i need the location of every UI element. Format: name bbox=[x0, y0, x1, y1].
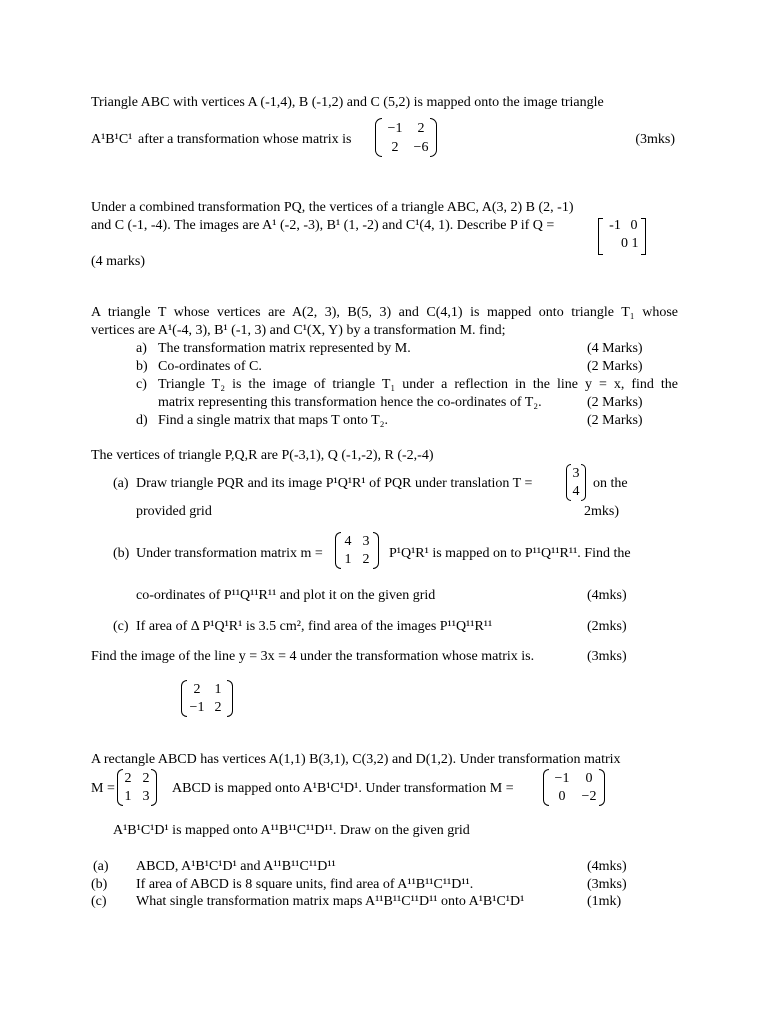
q2-marks: (4 marks) bbox=[91, 254, 146, 269]
q4-a-vector-x: 3 bbox=[572, 466, 580, 481]
q1-marks: (3mks) bbox=[635, 132, 675, 147]
q1-matrix bbox=[375, 118, 437, 158]
q3-part-d-label: d) bbox=[136, 413, 148, 428]
q5-matrix bbox=[181, 680, 233, 718]
q4-b-matrix-a: 4 bbox=[344, 534, 352, 549]
q3-part-a-marks: (4 Marks) bbox=[587, 341, 643, 356]
q3-part-b-text: Co-ordinates of C. bbox=[158, 359, 262, 374]
q4-a-label: (a) bbox=[113, 476, 129, 491]
q4-a-text2: provided grid bbox=[136, 504, 212, 519]
q3-part-c-marks: (2 Marks) bbox=[587, 395, 643, 410]
q3-part-d-text: Find a single matrix that maps T onto T₂. bbox=[158, 413, 389, 428]
q6-text-mid: ABCD is mapped onto A¹B¹C¹D¹. Under transformation M = bbox=[172, 781, 514, 796]
q4-b-matrix-b: 3 bbox=[362, 534, 370, 549]
q6-matrix1-a: 2 bbox=[124, 771, 132, 786]
q6-matrix2 bbox=[543, 769, 605, 807]
q3-part-c-label: c) bbox=[136, 377, 147, 392]
q1-matrix-c: 2 bbox=[391, 140, 399, 155]
q2-matrix-c: 0 bbox=[621, 236, 628, 251]
q2-line2: and C (-1, -4). The images are A¹ (-2, -3), B¹ (1, -2) and C¹(4, 1). Describe P if Q = bbox=[91, 218, 555, 233]
q3-part-b-label: b) bbox=[136, 359, 148, 374]
q1-line1: Triangle ABC with vertices A (-1,4), B (-1,2) and C (5,2) is mapped onto the image triangle bbox=[91, 95, 604, 110]
q4-b-text: Under transformation matrix m = bbox=[136, 546, 323, 561]
q6-m-label: M = bbox=[91, 781, 115, 796]
q4-c-text: If area of Δ P¹Q¹R¹ is 3.5 cm², find area of the images P¹¹Q¹¹R¹¹ bbox=[136, 619, 493, 634]
q4-b-text-mid: P¹Q¹R¹ is mapped on to P¹¹Q¹¹R¹¹. Find the bbox=[389, 546, 631, 561]
q3-part-a-text: The transformation matrix represented by M. bbox=[158, 341, 411, 356]
q2-matrix-b: 0 bbox=[630, 218, 638, 233]
q1-matrix-d: −6 bbox=[413, 140, 429, 155]
q2-matrix bbox=[598, 218, 646, 256]
q4-b-text2: co-ordinates of P¹¹Q¹¹R¹¹ and plot it on the given grid bbox=[136, 588, 436, 603]
q4-a-vector bbox=[566, 464, 586, 502]
q4-a-marks: 2mks) bbox=[584, 504, 619, 519]
q6-part-a-marks: (4mks) bbox=[587, 859, 627, 874]
q6-matrix1-b: 2 bbox=[142, 771, 150, 786]
q6-part-a-text: ABCD, A¹B¹C¹D¹ and A¹¹B¹¹C¹¹D¹¹ bbox=[136, 859, 336, 874]
q1-line2: after a transformation whose matrix is bbox=[138, 132, 352, 147]
q6-part-c-label: (c) bbox=[91, 894, 107, 909]
q3-part-a-label: a) bbox=[136, 341, 147, 356]
q6-part-b-label: (b) bbox=[91, 877, 108, 892]
q3-part-d-marks: (2 Marks) bbox=[587, 413, 643, 428]
q4-b-matrix-d: 2 bbox=[362, 552, 370, 567]
q6-matrix1-c: 1 bbox=[124, 789, 132, 804]
q5-matrix-d: 2 bbox=[214, 700, 222, 715]
q6-matrix2-c: 0 bbox=[558, 789, 566, 804]
q4-b-matrix bbox=[335, 532, 379, 570]
q6-matrix2-b: 0 bbox=[585, 771, 593, 786]
q4-c-marks: (2mks) bbox=[587, 619, 627, 634]
q6-part-a-label: (a) bbox=[93, 859, 109, 874]
q4-a-text: Draw triangle PQR and its image P¹Q¹R¹ of PQR under translation T = bbox=[136, 476, 533, 491]
q6-part-c-marks: (1mk) bbox=[587, 894, 622, 909]
q6-matrix1 bbox=[117, 769, 157, 807]
q4-b-marks: (4mks) bbox=[587, 588, 627, 603]
q6-matrix2-a: −1 bbox=[554, 771, 570, 786]
q5-matrix-c: −1 bbox=[189, 700, 205, 715]
q6-line1: A rectangle ABCD has vertices A(1,1) B(3,1), C(3,2) and D(1,2). Under transformation matrix bbox=[91, 752, 621, 767]
q2-line1: Under a combined transformation PQ, the vertices of a triangle ABC, A(3, 2) B (2, -1) bbox=[91, 200, 574, 215]
q5-matrix-a: 2 bbox=[193, 682, 201, 697]
q4-b-label: (b) bbox=[113, 546, 130, 561]
q1-label-a1b1c1: A¹B¹C¹ bbox=[91, 132, 133, 147]
q4-b-matrix-c: 1 bbox=[344, 552, 352, 567]
q6-part-b-marks: (3mks) bbox=[587, 877, 627, 892]
q1-matrix-b: 2 bbox=[417, 121, 425, 136]
q5-line1: Find the image of the line y = 3x = 4 under the transformation whose matrix is. bbox=[91, 649, 535, 664]
q2-matrix-a: -1 bbox=[609, 218, 621, 233]
q4-a-vector-y: 4 bbox=[572, 484, 580, 499]
q6-line3: A¹B¹C¹D¹ is mapped onto A¹¹B¹¹C¹¹D¹¹. Draw on the given grid bbox=[113, 823, 470, 838]
q4-c-label: (c) bbox=[113, 619, 129, 634]
q3-part-c-text2: matrix representing this transformation hence the co-ordinates of T₂. bbox=[158, 395, 542, 410]
q2-matrix-d: 1 bbox=[631, 236, 639, 251]
q3-part-c-text: Triangle T₂ is the image of triangle T₁ under a reflection in the line y = x, find the bbox=[158, 377, 678, 392]
q4-line1: The vertices of triangle P,Q,R are P(-3,1), Q (-1,-2), R (-2,-4) bbox=[91, 448, 434, 463]
q3-line1: A triangle T whose vertices are A(2, 3), B(5, 3) and C(4,1) is mapped onto triangle T₁ whose bbox=[91, 305, 678, 320]
q4-a-text-end: on the bbox=[593, 476, 628, 491]
q6-part-c-text: What single transformation matrix maps A¹¹B¹¹C¹¹D¹¹ onto A¹B¹C¹D¹ bbox=[136, 894, 525, 909]
q3-part-b-marks: (2 Marks) bbox=[587, 359, 643, 374]
q5-matrix-b: 1 bbox=[214, 682, 222, 697]
q1-matrix-a: −1 bbox=[387, 121, 403, 136]
q6-matrix2-d: −2 bbox=[581, 789, 597, 804]
q6-part-b-text: If area of ABCD is 8 square units, find area of A¹¹B¹¹C¹¹D¹¹. bbox=[136, 877, 474, 892]
q5-marks: (3mks) bbox=[587, 649, 627, 664]
q3-line2: vertices are A¹(-4, 3), B¹ (-1, 3) and C¹(X, Y) by a transformation M. find; bbox=[91, 323, 506, 338]
q6-matrix1-d: 3 bbox=[142, 789, 150, 804]
